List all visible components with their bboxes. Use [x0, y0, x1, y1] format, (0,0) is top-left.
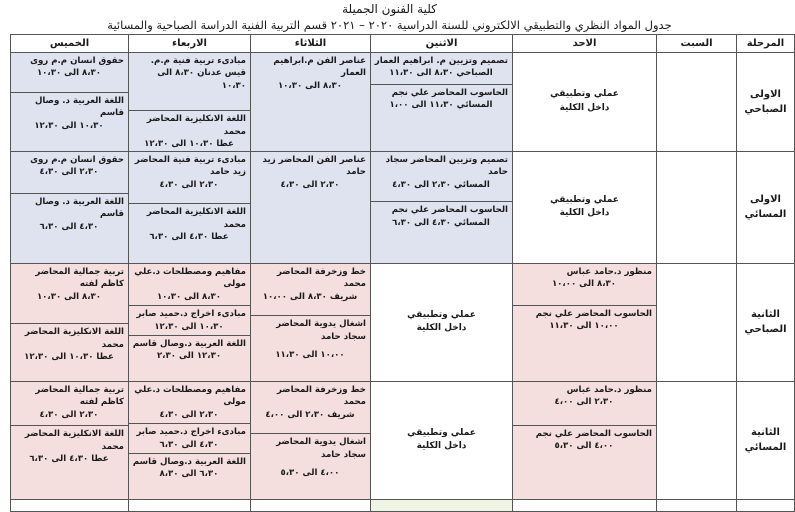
class-entry: مبادىء اخراج د.حميد صابر ٤،٣٠ الى ٦،٣٠: [136, 427, 246, 450]
monday-cell: [371, 499, 513, 511]
saturday-cell: [657, 381, 737, 499]
saturday-cell: [657, 499, 737, 511]
class-entry: تصميم وتزيين المحاضر سجاد حامد المسائي ٢،٣٠ الى ٤،٣٠: [385, 154, 508, 190]
stage-cell: [737, 53, 795, 152]
stage-shift: المسائي: [744, 209, 787, 221]
class-entry: منظور د.حامد عباس ٨،٣٠ الى ١٠،٠٠: [551, 266, 652, 290]
header-saturday: السبت: [657, 35, 737, 53]
college-title: كلية الفنون الجميلة: [342, 2, 437, 16]
wednesday-cell: [129, 263, 251, 381]
practical-label: عملي وتطبيقي: [407, 427, 476, 438]
class-entry: اللغة الانكليزية المحاضر محمد عطا ٤،٣٠ الى ٦،٣٠: [146, 207, 246, 242]
practical-location: داخل الكلية: [416, 441, 467, 452]
class-entry: حقوق انسان م.م روى ٨،٣٠ الى ١٠،٣٠: [30, 56, 124, 79]
class-entry: الحاسوب المحاضر علي نجم ٤،٠٠ الى ٥،٣٠: [535, 428, 652, 452]
monday-cell: [371, 53, 513, 152]
wednesday-cell: [129, 53, 251, 152]
class-entry: مبادىء اخراج د.حميد صابر ١٠،٣٠ الى ١٢،٣٠: [136, 309, 246, 332]
class-entry: اللغة الانكليزية المحاضر محمد عطا ١٠،٣٠ الى ١٢،٣٠: [144, 114, 246, 150]
practical-label: عملي وتطبيقي: [550, 194, 619, 205]
class-entry: خط وزخرفة المحاضر محمد شريف ٨،٣٠ الى ١٠،٠٠: [262, 266, 366, 302]
stage-cell: [737, 499, 795, 511]
class-entry: الحاسوب المحاضر علي نجم ١٠،٠٠ الى ١١،٣٠: [535, 308, 652, 332]
stage-label: الثانية: [751, 309, 780, 321]
tuesday-cell: [251, 151, 371, 263]
header-wednesday: الاربعاء: [129, 35, 251, 53]
practical-location: داخل الكلية: [559, 208, 610, 219]
thursday-cell: [11, 381, 129, 499]
practical-location: داخل الكلية: [559, 102, 610, 113]
table-row: [11, 263, 795, 381]
class-entry: الحاسوب المحاضر علي نجم المسائي ١١،٣٠ الى ١،٠٠: [389, 87, 508, 111]
class-entry: تصميم وتزيين م. ابراهيم العمار الصباحي ٨،٣٠ الى ١١،٣٠: [374, 56, 508, 79]
class-entry: خط وزخرفة المحاضر محمد شريف ٢،٣٠ الى ٤،٠٠: [265, 384, 366, 420]
thursday-cell: [11, 263, 129, 381]
class-entry: اللغة الانكليزية المحاضر محمد عطا ٤،٣٠ الى ٦،٣٠: [24, 429, 124, 464]
sunday-cell: [513, 499, 657, 511]
class-entry: اللغة العربية د. وصال قاسم ١٠،٣٠ الى ١٢،٣٠: [34, 95, 124, 131]
stage-cell: [737, 381, 795, 499]
monday-cell: [371, 381, 513, 499]
stage-cell: [737, 263, 795, 381]
sunday-cell: [513, 53, 657, 152]
header-row: [11, 35, 795, 53]
saturday-cell: [657, 151, 737, 263]
stage-shift: الصباحي: [744, 324, 787, 336]
stage-shift: المسائي: [744, 442, 787, 454]
table-row: [11, 53, 795, 152]
class-entry: مبادىء تربية فنية المحاضر زيد حامد ٢،٣٠ الى ٤،٣٠: [134, 154, 246, 190]
class-entry: تربية جمالية المحاضر كاظم لفته ٢،٣٠ الى ٤،٣٠: [35, 384, 124, 420]
class-entry: اللغة الانكليزية المحاضر محمد عطا ١٠،٣٠ الى ١٢،٣٠: [24, 327, 124, 362]
class-entry: حقوق انسان م.م روى ٢،٣٠ الى ٤،٣٠: [30, 154, 124, 178]
class-entry: عناصر الفن المحاضر زيد حامد ٢،٣٠ الى ٤،٣٠: [262, 154, 366, 190]
schedule-subtitle: جدول المواد النظري والتطبيقي الالكتروني للسنة الدراسية ٢٠٢٠ – ٢٠٢١ قسم التربية الفنية الدراسة الصباحية والمسائية: [107, 18, 672, 32]
practical-location: داخل الكلية: [416, 323, 467, 334]
thursday-cell: [11, 151, 129, 263]
stage-label: الاولى: [750, 194, 781, 206]
wednesday-cell: [129, 151, 251, 263]
monday-cell: [371, 151, 513, 263]
table-row: [11, 499, 795, 511]
thursday-cell: [11, 53, 129, 152]
class-entry: اشغال يدوية المحاضر سجاد حامد ٤،٠٠ الى ٥،٣٠: [276, 437, 366, 478]
class-entry: الحاسوب المحاضر علي نجم المسائي ٤،٣٠ الى ٦،٣٠: [391, 205, 508, 228]
class-entry: مفاهيم ومصطلحات د.علي مولى ٢،٣٠ الى ٤،٣٠: [134, 384, 246, 420]
class-entry: اللغة العربية د. وصال قاسم ٤،٣٠ الى ٦،٣٠: [34, 196, 124, 232]
stage-label: الاولى: [750, 88, 781, 100]
header-thursday: الخميس: [11, 35, 129, 53]
header-stage: المرحلة: [737, 35, 795, 53]
thursday-cell: [11, 499, 129, 511]
class-entry: تربية جمالية المحاضر كاظم لفته ٨،٣٠ الى ١٠،٣٠: [35, 266, 124, 302]
saturday-cell: [657, 263, 737, 381]
tuesday-cell: [251, 499, 371, 511]
tuesday-cell: [251, 381, 371, 499]
wednesday-cell: [129, 381, 251, 499]
table-row: [11, 151, 795, 263]
saturday-cell: [657, 53, 737, 152]
practical-label: عملي وتطبيقي: [550, 89, 619, 100]
stage-label: الثانية: [751, 427, 780, 439]
monday-cell: [371, 263, 513, 381]
header-monday: الاثنين: [371, 35, 513, 53]
wednesday-cell: [129, 499, 251, 511]
class-entry: مبادىء تربية فنية م.م. قيس عدنان ٨،٣٠ الى ١٠،٣٠: [150, 56, 246, 91]
sunday-cell: [513, 151, 657, 263]
tuesday-cell: [251, 53, 371, 152]
sunday-cell: [513, 381, 657, 499]
practical-label: عملي وتطبيقي: [407, 309, 476, 320]
stage-shift: الصباحي: [744, 103, 787, 115]
table-row: [11, 381, 795, 499]
class-entry: اشغال يدوية المحاضر سجاد حامد ١٠،٠٠ الى ١١،٣٠: [275, 319, 366, 360]
header-tuesday: الثلاثاء: [251, 35, 371, 53]
schedule-table: [10, 34, 795, 512]
sunday-cell: [513, 263, 657, 381]
class-entry: اللغة العربية د.وصال قاسم ٦،٣٠ الى ٨،٣٠: [132, 456, 246, 480]
stage-cell: [737, 151, 795, 263]
class-entry: عناصر الفن م.ابراهيم العمار ٨،٣٠ الى ١٠،٣٠: [273, 56, 366, 91]
class-entry: مفاهيم ومصطلحات د.علي مولى ٨،٣٠ الى ١٠،٣٠: [134, 266, 246, 302]
class-entry: منظور د.حامد عباس ٢،٣٠ الى ٤،٠٠: [554, 384, 652, 408]
header-sunday: الاحد: [513, 35, 657, 53]
tuesday-cell: [251, 263, 371, 381]
class-entry: اللغة العربية د.وصال قاسم ١٢،٣٠ الى ٢،٣٠: [132, 338, 246, 362]
